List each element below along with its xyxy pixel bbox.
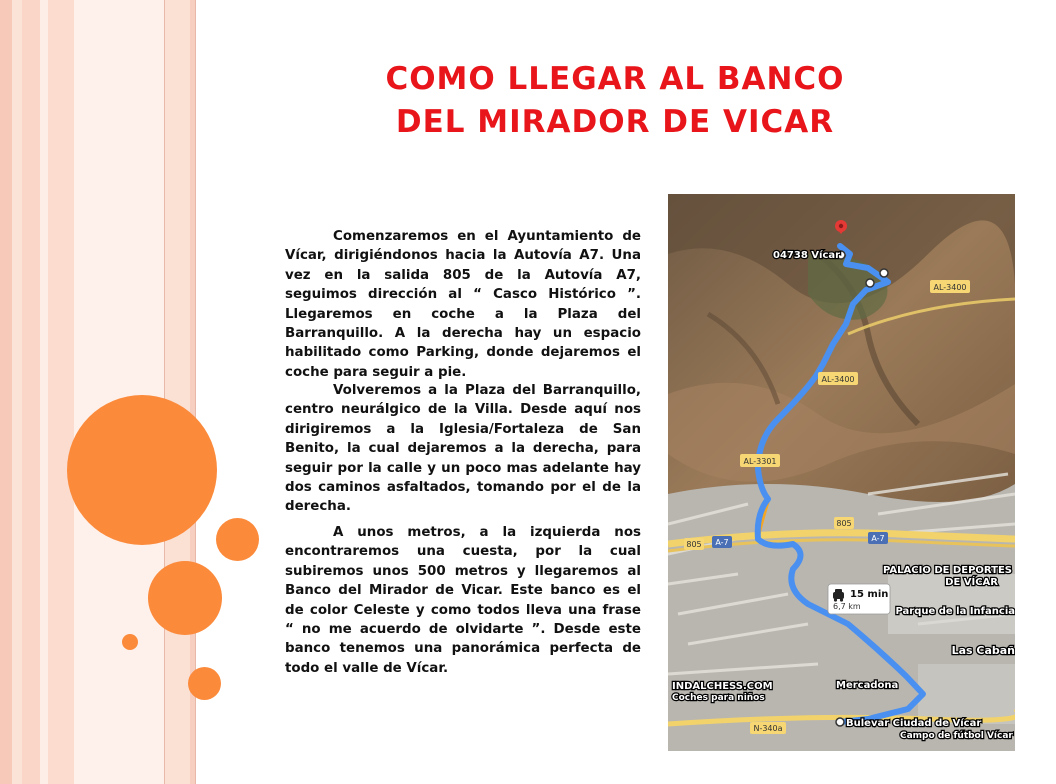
mercadona-label: Mercadona (836, 680, 899, 691)
origin-label: 04738 Vícar (773, 250, 841, 261)
coches-label: Coches para niños (672, 693, 765, 703)
decor-line (195, 0, 196, 784)
decor-stripe (164, 0, 190, 784)
road-label-a7-b: A-7 (871, 534, 885, 543)
parque-label: Parque de la Infancia (895, 606, 1015, 617)
decor-circle-small (216, 518, 259, 561)
indalchess-label: INDALCHESS.COM (672, 681, 773, 692)
road-label-al3301: AL-3301 (743, 457, 777, 466)
page-title (300, 58, 930, 144)
decor-stripe (48, 0, 74, 784)
road-label-a7-a: A-7 (715, 538, 729, 547)
decor-stripe (22, 0, 40, 784)
decor-circle-large (67, 395, 217, 545)
road-label-n340a: N-340a (753, 724, 783, 733)
palacio-label-2: DE VÍCAR (945, 577, 998, 588)
decor-circle-tiny (122, 634, 138, 650)
decor-stripe (12, 0, 22, 784)
campo-label: Campo de fútbol Vícar (900, 731, 1013, 741)
decor-stripe (0, 0, 12, 784)
decor-line (164, 0, 165, 784)
route-map[interactable] (668, 194, 1015, 751)
title-line-1: COMO LLEGAR AL BANCO (385, 61, 845, 97)
paragraph-3: A unos metros, a la izquierda nos encontraremos una cuesta, por la cual subiremos unos 500 metros y llegaremos al Banco del Mirador de Vicar. Este banco es el de color Celeste y como todos lleva una frase “ no me acuerdo de olvidarte ”. Desde este banco tenemos una panorámica perfecta de todo el valle de Vícar. (285, 525, 641, 676)
decor-circle-small (188, 667, 221, 700)
road-label-al3400-a: AL-3400 (933, 283, 967, 292)
waypoint-dot (880, 269, 888, 277)
route-distance: 6,7 km (833, 602, 861, 611)
decor-circle-medium (148, 561, 222, 635)
decor-stripe (40, 0, 48, 784)
destination-label: Bulevar Ciudad de Vícar (846, 718, 982, 729)
title-line-2: DEL MIRADOR DE VICAR (395, 104, 835, 140)
palacio-label: PALACIO DE DEPORTES (883, 565, 1012, 576)
paragraph-1: Comenzaremos en el Ayuntamiento de Vícar, dirigiéndonos hacia la Autovía A7. Una vez en la salida 805 de la Autovía A7, seguimos dirección al “ Casco Histórico ”. Llegaremos en coche a la Plaza del Barranquillo. A la derecha hay un espacio habilitado como Parking, donde dejaremos el coche para seguir a pie. (285, 229, 641, 380)
cabanuelas-label: Las Cabañ (951, 644, 1015, 657)
destination-dot (836, 718, 844, 726)
route-time: 15 min (850, 589, 889, 600)
road-label-805-b: 805 (686, 540, 702, 549)
road-label-al3400-b: AL-3400 (821, 375, 855, 384)
paragraph-2: Volveremos a la Plaza del Barranquillo, centro neurálgico de la Villa. Desde aquí nos dirigiremos a la Iglesia/Fortaleza de San Benito, la cual dejaremos a la derecha, para seguir por la calle y un poco mas adelante hay dos caminos asfaltados, tomando por el de la derecha. (285, 383, 641, 515)
waypoint-dot (866, 279, 874, 287)
decor-stripe (74, 0, 164, 784)
road-label-805-a: 805 (836, 519, 852, 528)
route-info-box (828, 584, 890, 614)
